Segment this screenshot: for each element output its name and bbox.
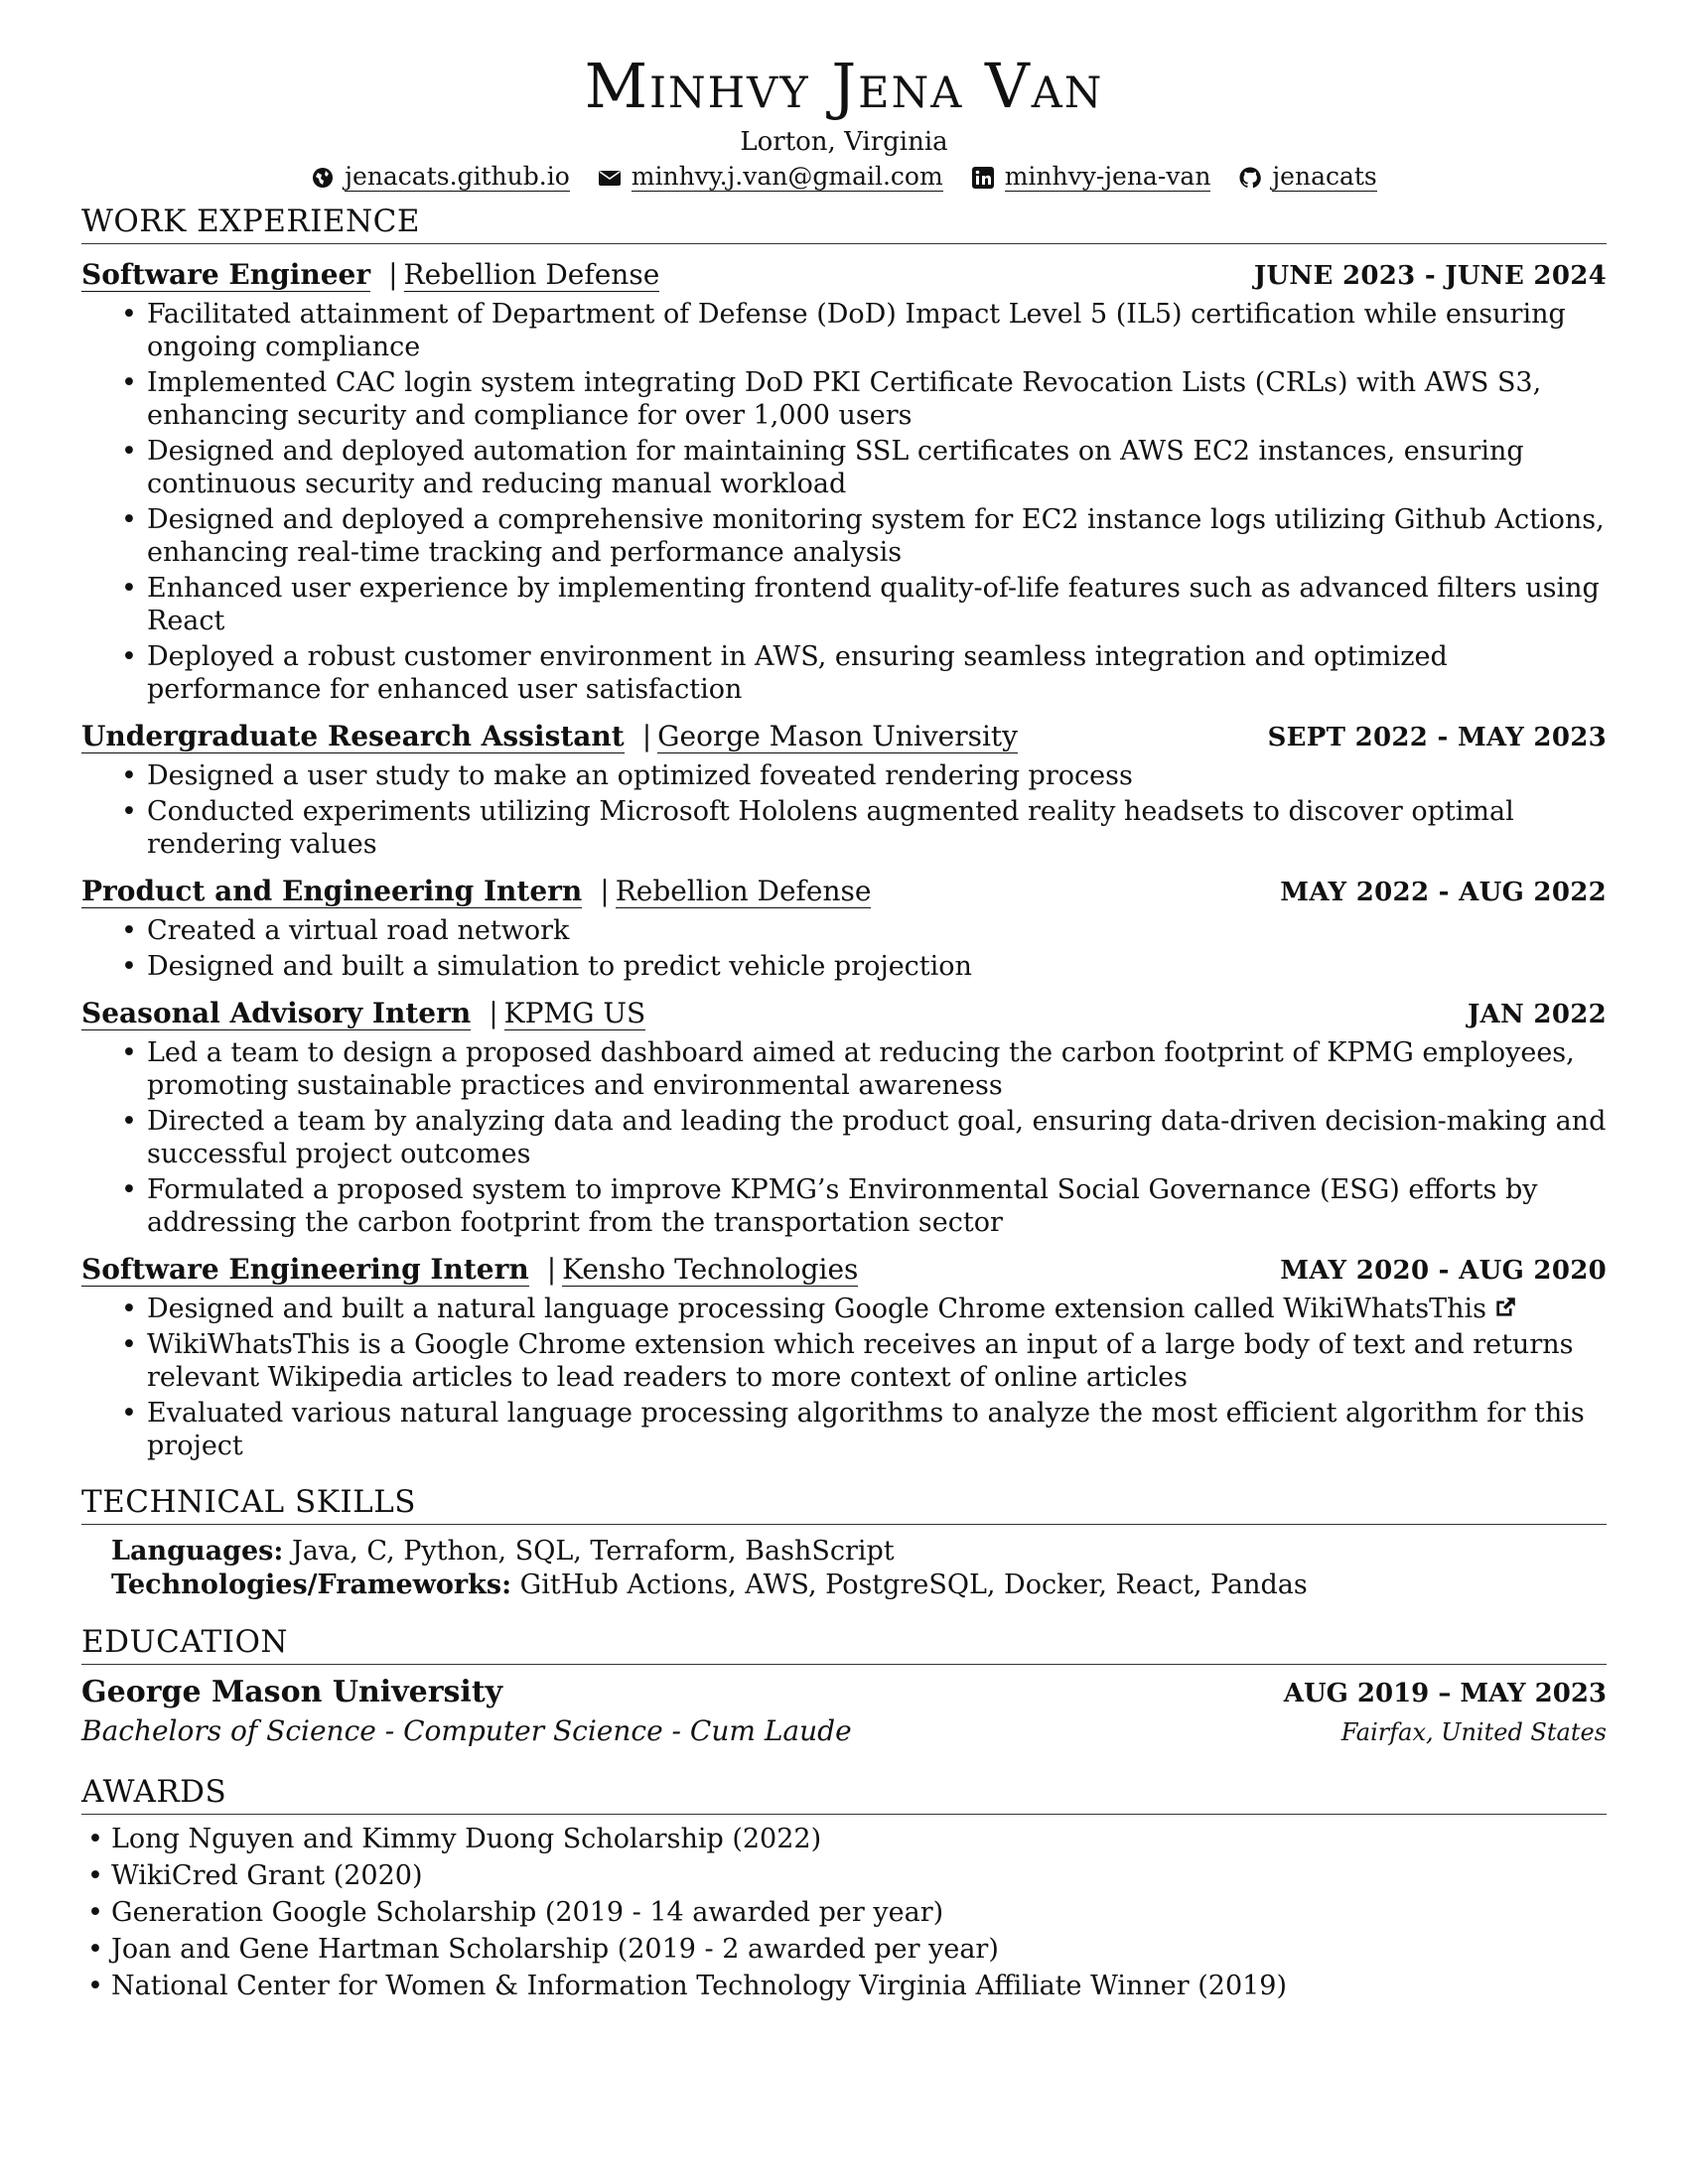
bullet-item: • Implemented CAC login system integrating DoD PKI Certificate Revocation Lists (CRLs) with AWS S3, enhancing security and compliance for over 1,000 users — [147, 366, 1607, 432]
job-title: Seasonal Advisory Intern — [81, 997, 472, 1029]
job-title: Undergraduate Research Assistant — [81, 720, 625, 752]
job-header — [81, 995, 1607, 1033]
bullet-item: • Deployed a robust customer environment in AWS, ensuring seamless integration and optimized performance for enhanced user satisfaction — [147, 640, 1607, 706]
bullet-item: • Evaluated various natural language processing algorithms to analyze the most efficient algorithm for this project — [147, 1397, 1607, 1462]
job-date: JUNE 2023 - JUNE 2024 — [1253, 261, 1607, 291]
awards-list — [111, 1823, 1607, 2003]
skills-frameworks-value: GitHub Actions, AWS, PostgreSQL, Docker, React, Pandas — [519, 1570, 1308, 1600]
job-date: MAY 2020 - AUG 2020 — [1280, 1256, 1607, 1286]
linkedin-icon — [971, 166, 995, 190]
skills-languages-label: Languages: — [111, 1536, 284, 1567]
job-bullets — [147, 298, 1607, 706]
job-date: SEPT 2022 - MAY 2023 — [1267, 723, 1607, 752]
bullet-item: • Designed and deployed a comprehensive monitoring system for EC2 instance logs utilizing Github Actions, enhancing real-time tracking and performance analysis — [147, 503, 1607, 569]
contact-github — [1238, 163, 1376, 192]
bullet-text: Designed and built a natural language processing Google Chrome extension called WikiWhatsThis — [147, 1294, 1487, 1324]
bullet-item: • Formulated a proposed system to improve KPMG’s Environmental Social Governance (ESG) efforts by addressing the carbon footprint from the transportation sector — [147, 1173, 1607, 1239]
skills-block — [111, 1535, 1607, 1602]
resume-header — [81, 50, 1607, 192]
job-bullets — [147, 914, 1607, 983]
award-item: • Long Nguyen and Kimmy Duong Scholarship (2022) — [111, 1823, 1607, 1856]
education-details — [81, 1713, 1607, 1750]
job-title-group — [81, 873, 871, 910]
job-header — [81, 1251, 1607, 1290]
linkedin-link[interactable]: minhvy-jena-van — [1004, 162, 1211, 191]
job-header — [81, 873, 1607, 911]
job-title: Product and Engineering Intern — [81, 875, 583, 907]
bullet-item: • Designed and built a simulation to predict vehicle projection — [147, 950, 1607, 983]
contact-website — [311, 163, 570, 192]
candidate-name: Minhvy Jena Van — [584, 50, 1104, 122]
award-item: • WikiCred Grant (2020) — [111, 1859, 1607, 1893]
job-title-group — [81, 1251, 858, 1289]
company-link[interactable]: Rebellion Defense — [615, 875, 872, 907]
skills-frameworks-label: Technologies/Frameworks: — [111, 1570, 512, 1600]
job-entry — [81, 873, 1607, 983]
job-separator: | — [600, 875, 610, 907]
education-date: AUG 2019 – MAY 2023 — [1283, 1679, 1607, 1708]
bullet-item: • Designed and deployed automation for maintaining SSL certificates on AWS EC2 instances, ensuring continuous security and reducing manual workload — [147, 435, 1607, 500]
job-title-group — [81, 718, 1018, 755]
external-link-icon[interactable] — [1492, 1295, 1518, 1320]
job-bullets — [147, 759, 1607, 861]
contact-email — [598, 163, 943, 192]
bullet-item: • Directed a team by analyzing data and leading the product goal, ensuring data-driven decision-making and successful project outcomes — [147, 1105, 1607, 1170]
job-title-group — [81, 256, 659, 294]
contact-row — [81, 163, 1607, 192]
bullet-item: • Enhanced user experience by implementing frontend quality-of-life features such as advanced filters using React — [147, 572, 1607, 637]
job-entry — [81, 718, 1607, 861]
bullet-item: • Led a team to design a proposed dashboard aimed at reducing the carbon footprint of KPMG employees, promoting sustainable practices and environmental awareness — [147, 1036, 1607, 1102]
company-link[interactable]: KPMG US — [503, 997, 646, 1029]
envelope-icon — [598, 166, 622, 190]
company-link[interactable]: George Mason University — [657, 720, 1018, 752]
job-header — [81, 256, 1607, 295]
job-date: JAN 2022 — [1467, 1000, 1607, 1029]
job-header — [81, 718, 1607, 756]
technical-skills-heading: TECHNICAL SKILLS — [81, 1482, 1607, 1525]
job-entry — [81, 995, 1607, 1239]
job-entry — [81, 256, 1607, 706]
github-link[interactable]: jenacats — [1272, 162, 1377, 191]
skills-languages-value: Java, C, Python, SQL, Terraform, BashScript — [291, 1536, 895, 1567]
candidate-location: Lorton, Virginia — [740, 127, 948, 157]
job-title: Software Engineer — [81, 258, 371, 291]
job-title: Software Engineering Intern — [81, 1253, 529, 1286]
job-date: MAY 2022 - AUG 2022 — [1280, 878, 1607, 907]
website-link[interactable]: jenacats.github.io — [345, 162, 570, 191]
school-location: Fairfax, United States — [1340, 1718, 1607, 1746]
bullet-item: • Created a virtual road network — [147, 914, 1607, 947]
work-experience-heading: WORK EXPERIENCE — [81, 202, 1607, 244]
award-item: • Joan and Gene Hartman Scholarship (2019 - 2 awarded per year) — [111, 1933, 1607, 1967]
bullet-item: • WikiWhatsThis is a Google Chrome extension which receives an input of a large body of text and returns relevant Wikipedia articles to lead readers to more context of online articles — [147, 1328, 1607, 1394]
bullet-item: • Facilitated attainment of Department of Defense (DoD) Impact Level 5 (IL5) certification while ensuring ongoing compliance — [147, 298, 1607, 363]
github-icon — [1238, 166, 1262, 190]
skills-frameworks-row — [111, 1569, 1607, 1602]
job-separator: | — [641, 720, 652, 752]
bullet-item: • Conducted experiments utilizing Microsoft Hololens augmented reality headsets to discover optimal rendering values — [147, 795, 1607, 861]
job-separator: | — [489, 997, 498, 1029]
education-header — [81, 1673, 1607, 1713]
bullet-item — [147, 1293, 1607, 1325]
company-link[interactable]: Rebellion Defense — [403, 258, 660, 291]
award-item: • Generation Google Scholarship (2019 - 14 awarded per year) — [111, 1896, 1607, 1930]
award-item: • National Center for Women & Information Technology Virginia Affiliate Winner (2019) — [111, 1970, 1607, 2003]
job-bullets — [147, 1293, 1607, 1462]
globe-icon — [311, 166, 335, 190]
skills-languages-row — [111, 1535, 1607, 1569]
school-name: George Mason University — [81, 1675, 503, 1709]
company-link[interactable]: Kensho Technologies — [562, 1253, 859, 1286]
job-title-group — [81, 995, 645, 1032]
bullet-item: • Designed a user study to make an optimized foveated rendering process — [147, 759, 1607, 792]
job-separator: | — [546, 1253, 557, 1286]
job-bullets — [147, 1036, 1607, 1239]
education-entry — [81, 1673, 1607, 1750]
contact-linkedin — [971, 163, 1211, 192]
degree: Bachelors of Science - Computer Science - Cum Laude — [81, 1714, 852, 1747]
job-entry — [81, 1251, 1607, 1462]
job-separator: | — [388, 258, 398, 291]
education-heading: EDUCATION — [81, 1622, 1607, 1665]
email-link[interactable]: minhvy.j.van@gmail.com — [631, 162, 943, 191]
awards-heading: AWARDS — [81, 1772, 1607, 1815]
